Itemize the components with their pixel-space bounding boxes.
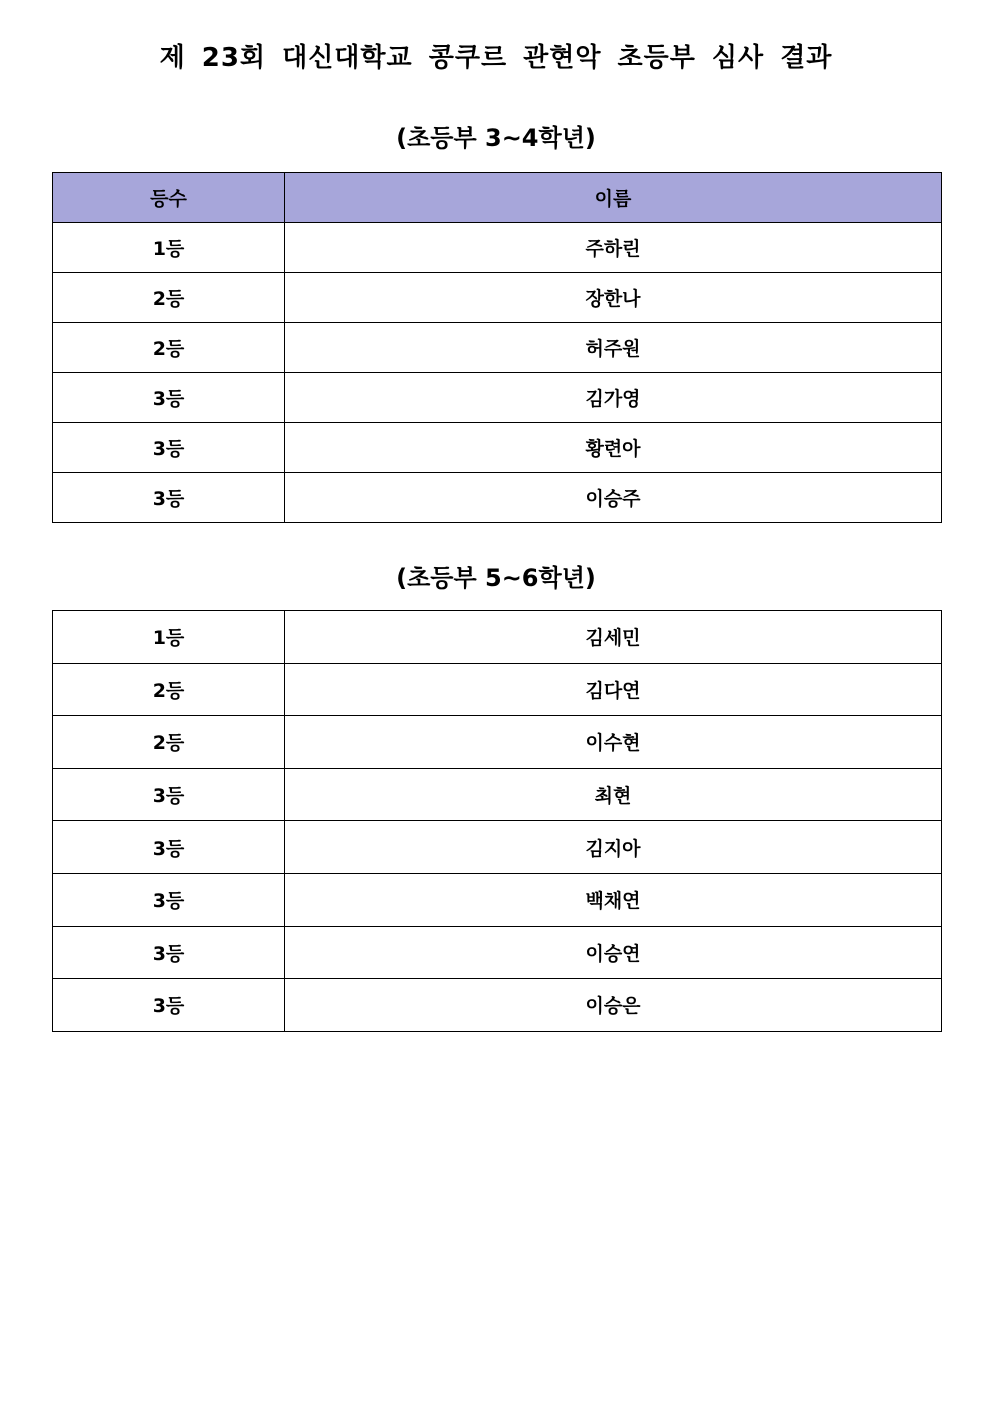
name-cell: 이승연 [285,926,942,979]
name-cell: 이수현 [285,716,942,769]
table-row [53,873,942,926]
name-cell: 김세민 [285,611,942,664]
table-row [53,663,942,716]
table-row [53,979,942,1032]
name-cell: 백채연 [285,873,942,926]
table-header-row [53,173,942,223]
table-row [53,926,942,979]
name-cell: 김지아 [285,821,942,874]
table-row [53,611,942,664]
name-cell: 주하린 [285,223,942,273]
results-table-grade-5-6 [52,610,942,1032]
name-cell: 김가영 [285,373,942,423]
name-cell: 허주원 [285,323,942,373]
table-row [53,768,942,821]
rank-cell: 3등 [53,768,285,821]
table-row [53,473,942,523]
rank-cell: 3등 [53,423,285,473]
rank-cell: 3등 [53,373,285,423]
rank-column-header: 등수 [53,173,285,223]
rank-cell: 3등 [53,873,285,926]
name-cell: 최현 [285,768,942,821]
name-cell: 이승주 [285,473,942,523]
rank-cell: 1등 [53,223,285,273]
section-title-grade-3-4: (초등부 3~4학년) [396,124,596,152]
table-row [53,373,942,423]
rank-cell: 3등 [53,979,285,1032]
table-row [53,223,942,273]
table-row [53,423,942,473]
name-cell: 김다연 [285,663,942,716]
name-column-header: 이름 [285,173,942,223]
table-row [53,716,942,769]
rank-cell: 2등 [53,716,285,769]
rank-cell: 2등 [53,323,285,373]
rank-cell: 3등 [53,821,285,874]
name-cell: 장한나 [285,273,942,323]
table-row [53,273,942,323]
rank-cell: 2등 [53,663,285,716]
name-cell: 황련아 [285,423,942,473]
table-row [53,323,942,373]
name-cell: 이승은 [285,979,942,1032]
document-title: 제 23회 대신대학교 콩쿠르 관현악 초등부 심사 결과 [159,43,833,73]
rank-cell: 3등 [53,926,285,979]
section-title-grade-5-6: (초등부 5~6학년) [396,564,596,592]
rank-cell: 1등 [53,611,285,664]
rank-cell: 3등 [53,473,285,523]
results-table-grade-3-4 [52,172,942,523]
rank-cell: 2등 [53,273,285,323]
table-row [53,821,942,874]
